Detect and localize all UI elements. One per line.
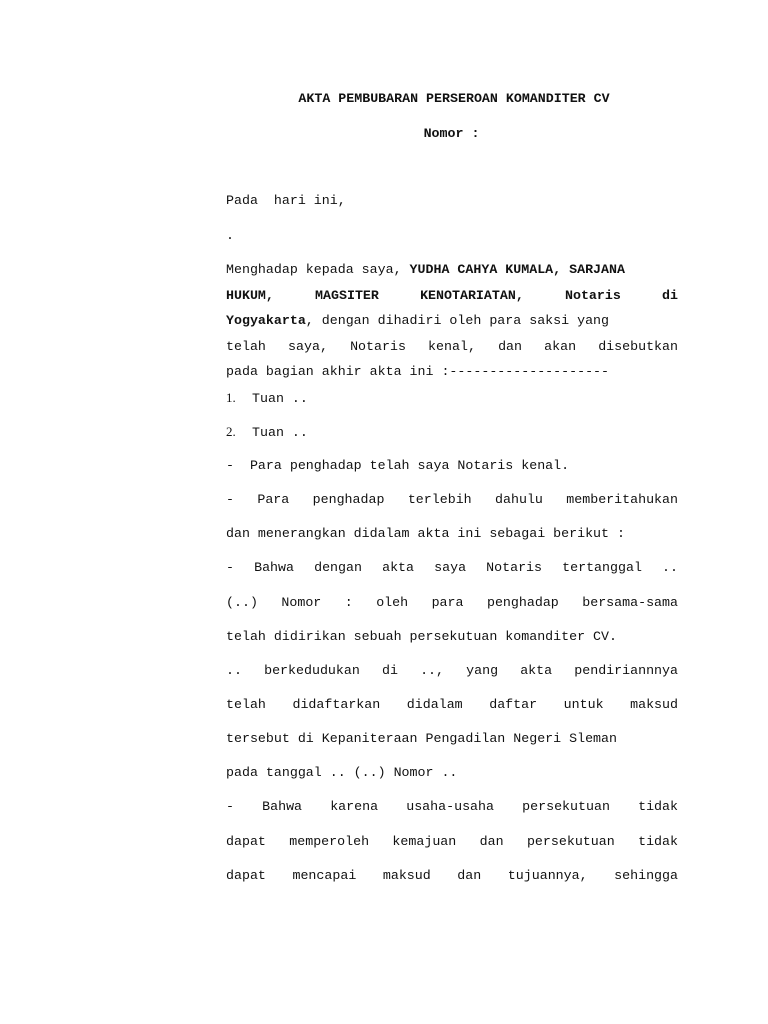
list-item-2 <box>226 423 678 442</box>
notary-city: Yogyakarta <box>226 313 306 328</box>
text-line-2: . <box>226 228 234 243</box>
text-line-11: - Bahwa dengan akta saya Notaris tertanggal .. <box>226 560 678 575</box>
text-line-3 <box>226 261 678 279</box>
text-line-12: (..) Nomor : oleh para penghadap bersama-sama <box>226 595 678 610</box>
text-line-10: dan menerangkan didalam akta ini sebagai berikut : <box>226 526 625 541</box>
text-line-13: telah didirikan sebuah persekutuan komanditer CV. <box>226 629 617 644</box>
list-item-1 <box>226 389 678 408</box>
list-item-1-number: 1. <box>226 390 236 405</box>
notary-name: YUDHA CAHYA KUMALA, SARJANA <box>409 262 625 277</box>
text-line-14: .. berkedudukan di .., yang akta pendiriannnya <box>226 663 678 678</box>
text-line-17: pada tanggal .. (..) Nomor .. <box>226 765 458 780</box>
document-number: Nomor : <box>423 126 480 141</box>
document-title: AKTA PEMBUBARAN PERSEROAN KOMANDITER CV <box>298 91 610 106</box>
text-line-19: dapat memperoleh kemajuan dan persekutuan tidak <box>226 834 678 849</box>
text-line-16: tersebut di Kepaniteraan Pengadilan Negeri Sleman <box>226 731 617 746</box>
list-item-2-text: Tuan .. <box>252 425 308 440</box>
text-line-20: dapat mencapai maksud dan tujuannya, sehingga <box>226 868 678 883</box>
text-line-6: telah saya, Notaris kenal, dan akan disebutkan <box>226 339 678 354</box>
list-item-2-number: 2. <box>226 424 236 439</box>
text-line-5 <box>226 312 678 330</box>
text-line-1: Pada hari ini, <box>226 193 346 208</box>
text-line-8: - Para penghadap telah saya Notaris kenal. <box>226 458 570 473</box>
text-line-9: - Para penghadap terlebih dahulu memberitahukan <box>226 492 678 507</box>
text-line-3-plain: Menghadap kepada saya, <box>226 262 410 277</box>
text-line-5-plain: , dengan dihadiri oleh para saksi yang <box>305 313 610 328</box>
text-line-15: telah didaftarkan didalam daftar untuk maksud <box>226 697 678 712</box>
list-item-1-text: Tuan .. <box>252 391 308 406</box>
text-line-4: HUKUM, MAGSITER KENOTARIATAN, Notaris di <box>226 288 678 303</box>
text-line-7: pada bagian akhir akta ini :-------------------- <box>226 364 610 379</box>
text-line-18: - Bahwa karena usaha-usaha persekutuan tidak <box>226 799 678 814</box>
